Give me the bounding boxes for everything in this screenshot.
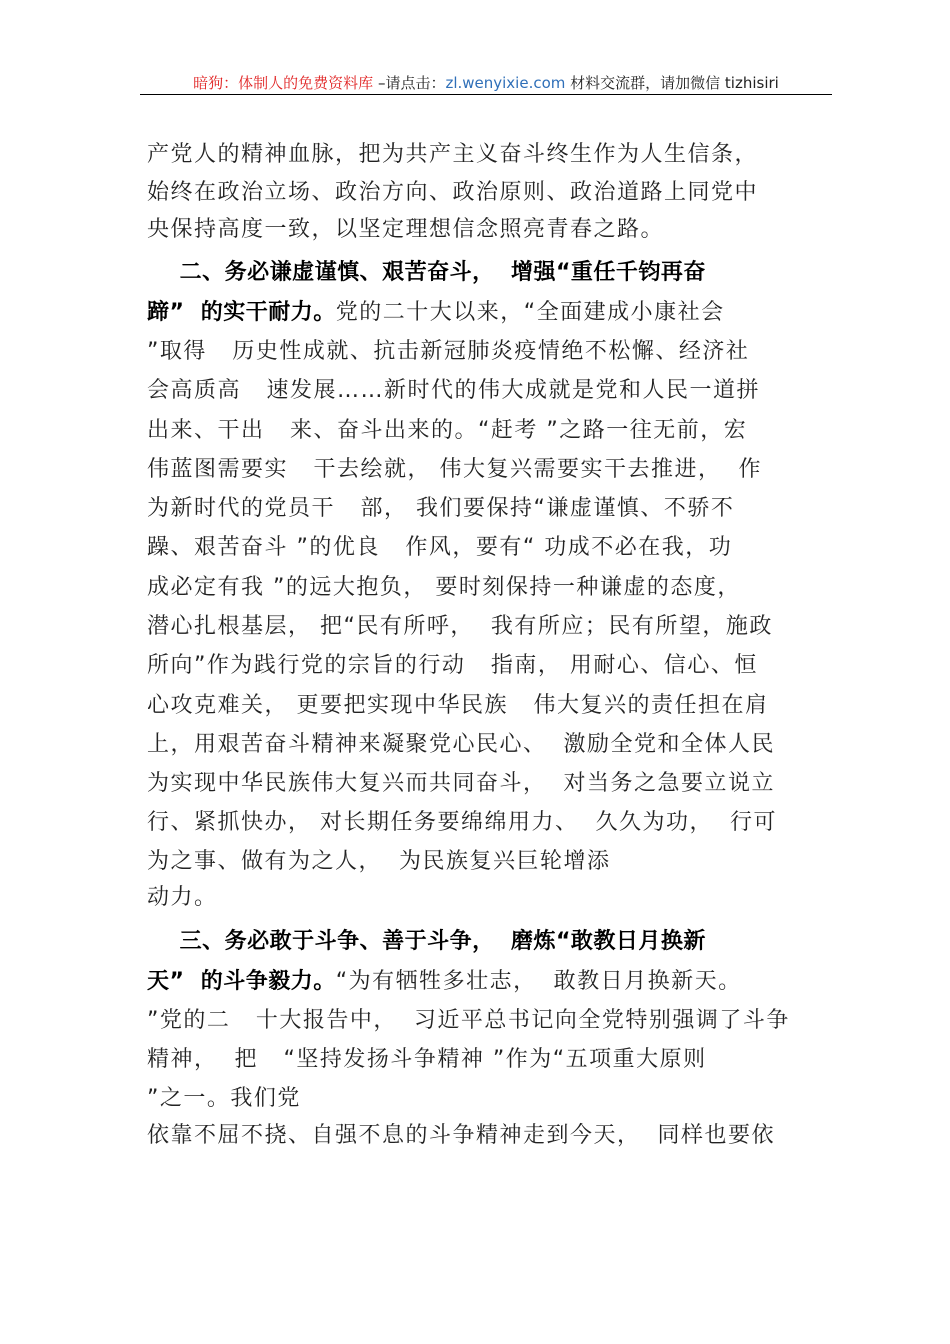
body-text: 党的二十大以来，“全面建成小康社会 (335, 300, 725, 325)
text-line (147, 299, 725, 327)
body-text: 伟蓝图需要实 干去绘就， 伟大复兴需要实干去推进， 作 (147, 457, 762, 482)
text-line (147, 1007, 790, 1035)
body-text: 精神， 把 “坚持发扬斗争精神 ”作为“五项重大原则 (147, 1047, 707, 1072)
body-text: ”党的二 十大报告中， 习近平总书记向全党特别强调了斗争 (147, 1008, 790, 1033)
text-line (147, 338, 749, 366)
text-line (147, 692, 768, 720)
heading-text: 二、务必谦虚谨慎、艰苦奋斗， 增强“重任千钧再奋 (147, 260, 706, 285)
body-text: 会高质高 速发展……新时代的伟大成就是党和人民一道拼 (147, 378, 760, 403)
text-line (147, 377, 760, 405)
body-text: “为有牺牲多壮志， 敢教日月换新天。 (335, 969, 742, 994)
text-line (147, 968, 742, 996)
text-line (147, 179, 758, 207)
text-line (147, 1046, 707, 1074)
body-text: ”取得 历史性成就、抗击新冠肺炎疫情绝不松懈、经济社 (147, 339, 750, 364)
header-contact: 材料交流群，请加微信 tizhisiri (565, 74, 779, 92)
heading-text: 三、务必敢于斗争、善于斗争， 磨炼“敢教日月换新 (147, 929, 706, 954)
text-line (147, 417, 747, 445)
body-text: 潜心扎根基层， 把“民有所呼， 我有所应；民有所望，施政 (147, 614, 773, 639)
body-text: 为之事、做有为之人， 为民族复兴巨轮增添 (147, 849, 611, 874)
text-line (147, 731, 775, 759)
text-line (147, 259, 706, 287)
body-text: 始终在政治立场、政治方向、政治原则、政治道路上同党中 (147, 180, 759, 205)
body-text: 为实现中华民族伟大复兴而共同奋斗， 对当务之急要立说立 (147, 771, 775, 796)
text-line (147, 809, 777, 837)
body-text: 为新时代的党员干 部， 我们要保持“谦虚谨慎、不骄不 (147, 496, 735, 521)
body-text: ”之一。我们党 (147, 1086, 301, 1111)
body-text: 上，用艰苦奋斗精神来凝聚党心民心、 激励全党和全体人民 (147, 732, 775, 757)
text-line (147, 574, 741, 602)
text-line (147, 141, 758, 169)
body-text: 行、紧抓快办， 对长期任务要绵绵用力、 久久为功， 行可 (147, 810, 777, 835)
text-line (147, 652, 758, 680)
body-text: 央保持高度一致，以坚定理想信念照亮青春之路。 (147, 217, 665, 242)
text-line (147, 884, 218, 912)
text-line (147, 216, 664, 244)
body-text: 所向”作为践行党的宗旨的行动 指南， 用耐心、信心、恒 (147, 653, 758, 678)
text-line (147, 1085, 301, 1113)
body-text: 心攻克难关， 更要把实现中华民族 伟大复兴的责任担在肩 (147, 693, 769, 718)
text-line (147, 770, 775, 798)
header-brand: 暗狗：体制人的免费资料库 (193, 74, 374, 92)
page-header (140, 72, 832, 95)
body-text: 出来、干出 来、奋斗出来的。“赶考 ”之路一往无前，宏 (147, 418, 748, 443)
header-url-link[interactable]: zl.wenyixie.com (445, 74, 566, 92)
text-line (147, 613, 773, 641)
heading-text: 天” 的斗争毅力。 (147, 969, 336, 994)
heading-text: 蹄” 的实干耐力。 (147, 300, 336, 325)
text-line (147, 495, 734, 523)
text-line (147, 1122, 775, 1150)
text-line (147, 534, 732, 562)
body-text: 成必定有我 ”的远大抱负， 要时刻保持一种谦虚的态度， (147, 575, 741, 600)
body-text: 躁、艰苦奋斗 ”的优良 作风，要有“ 功成不必在我，功 (147, 535, 733, 560)
text-line (147, 456, 762, 484)
body-text: 动力。 (147, 885, 218, 910)
body-text: 依靠不屈不挠、自强不息的斗争精神走到今天， 同样也要依 (147, 1123, 775, 1148)
text-line (147, 928, 706, 956)
body-text: 产党人的精神血脉，把为共产主义奋斗终生作为人生信条， (147, 142, 759, 167)
text-line (147, 848, 611, 876)
header-prompt: –请点击： (373, 74, 446, 92)
